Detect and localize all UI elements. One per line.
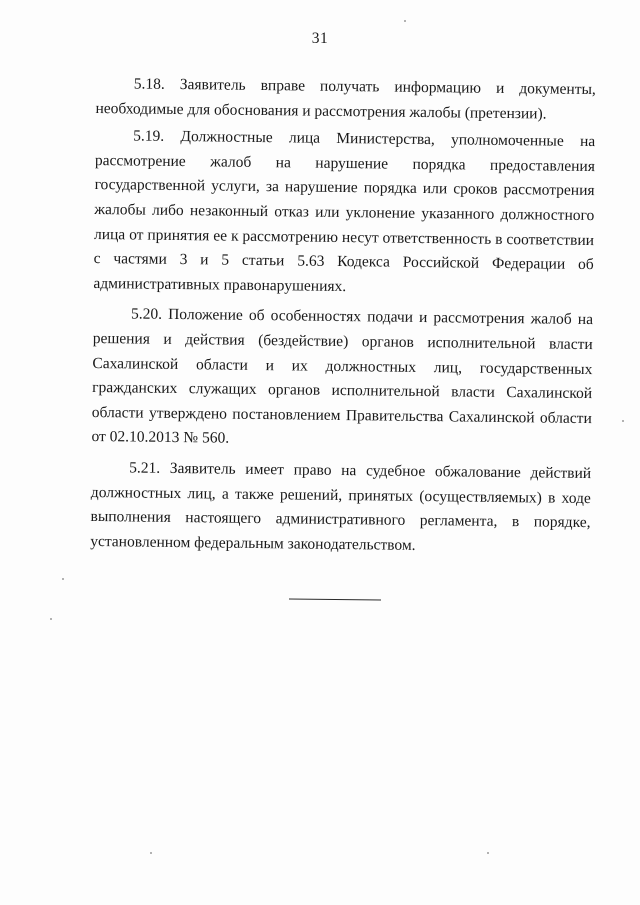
scan-speck <box>62 578 64 580</box>
document-body <box>90 72 596 563</box>
scan-speck <box>50 618 52 620</box>
paragraph-5-21: 5.21. Заявитель имеет право на судебное обжалование действий должностных лиц, а также решений, принятых (осуществляемых) в ходе выполнения настоящего административного регламента, в порядке, установленном федеральным законодательством. <box>90 459 592 554</box>
paragraph-5-20: 5.20. Положение об особенностях подачи и рассмотрения жалоб на решения и действия (бездействие) органов исполнительной власти Сахалинской области и их должностных лиц, государственных гражданских служащих органов исполнительной власти Сахалинской области утверждено постановлением Правительства Сахалинской области от 02.10.2013 № 560. <box>91 305 594 447</box>
scan-speck <box>150 852 152 854</box>
page-number: 31 <box>311 30 329 47</box>
end-of-section-rule <box>289 598 381 600</box>
paragraph-5-18: 5.18. Заявитель вправе получать информацию и документы, необходимые для обоснования и рассмотрения жалобы (претензии). <box>95 75 596 123</box>
scan-speck <box>487 852 489 854</box>
paragraph-5-19: 5.19. Должностные лица Министерства, уполномоченные на рассмотрение жалоб на нарушение порядка предоставления государственной услуги, за нарушение порядка или сроков рассмотрения жалобы либо незаконный отказ или уклонение указанного должностного лица от принятия ее к рассмотрению несут ответственность в соответствии с частями 3 и 5 статьи 5.63 Кодекса Российской Федерации об административных правонарушениях. <box>93 127 596 295</box>
scan-speck <box>622 420 624 422</box>
scan-speck <box>404 20 406 22</box>
